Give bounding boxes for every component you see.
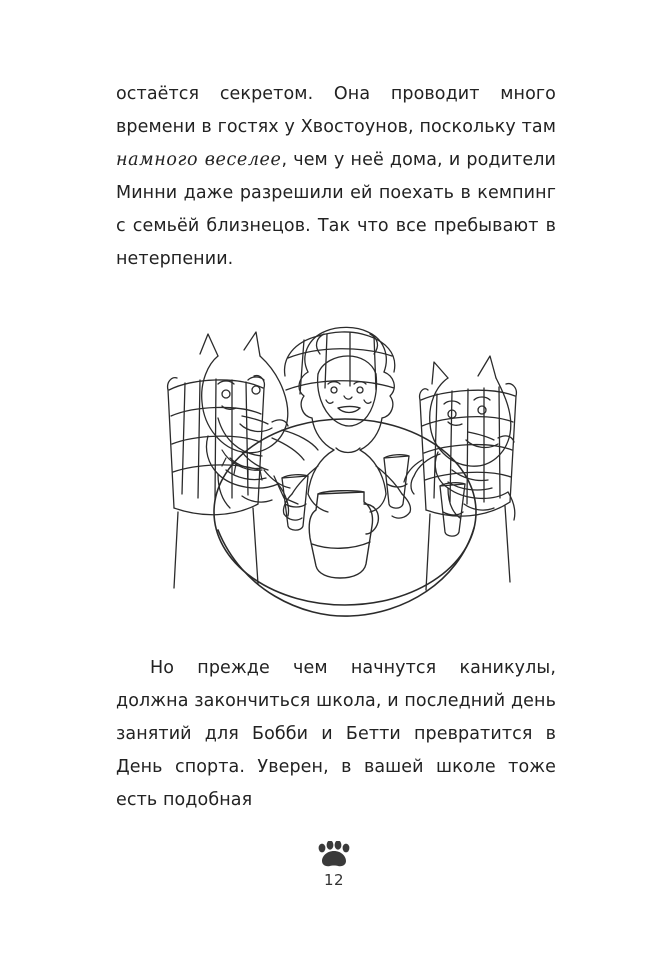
page-footer	[0, 841, 668, 889]
paragraph-top	[116, 78, 556, 276]
page-number: 12	[323, 871, 345, 889]
paw-print-icon	[314, 841, 354, 867]
paragraph-top-part2: , чем у неё дома, и родители Минни даже разрешили ей поехать в кемпинг с семьёй близнецов. Так что все пребывают в нетерпении.	[116, 150, 557, 269]
paragraph-top-emphasis: намного веселее	[116, 150, 282, 170]
illustration	[122, 298, 562, 628]
paragraph-bottom: Но прежде чем начнутся каникулы, должна закончиться школа, и последний день занятий для Бобби и Бетти превратится в День спорта. Уверен, в вашей школе тоже есть подобная	[116, 658, 556, 810]
paragraph-top-part1: остаётся секретом. Она проводит много времени в гостях у Хвостоунов, поскольку там	[116, 84, 556, 137]
